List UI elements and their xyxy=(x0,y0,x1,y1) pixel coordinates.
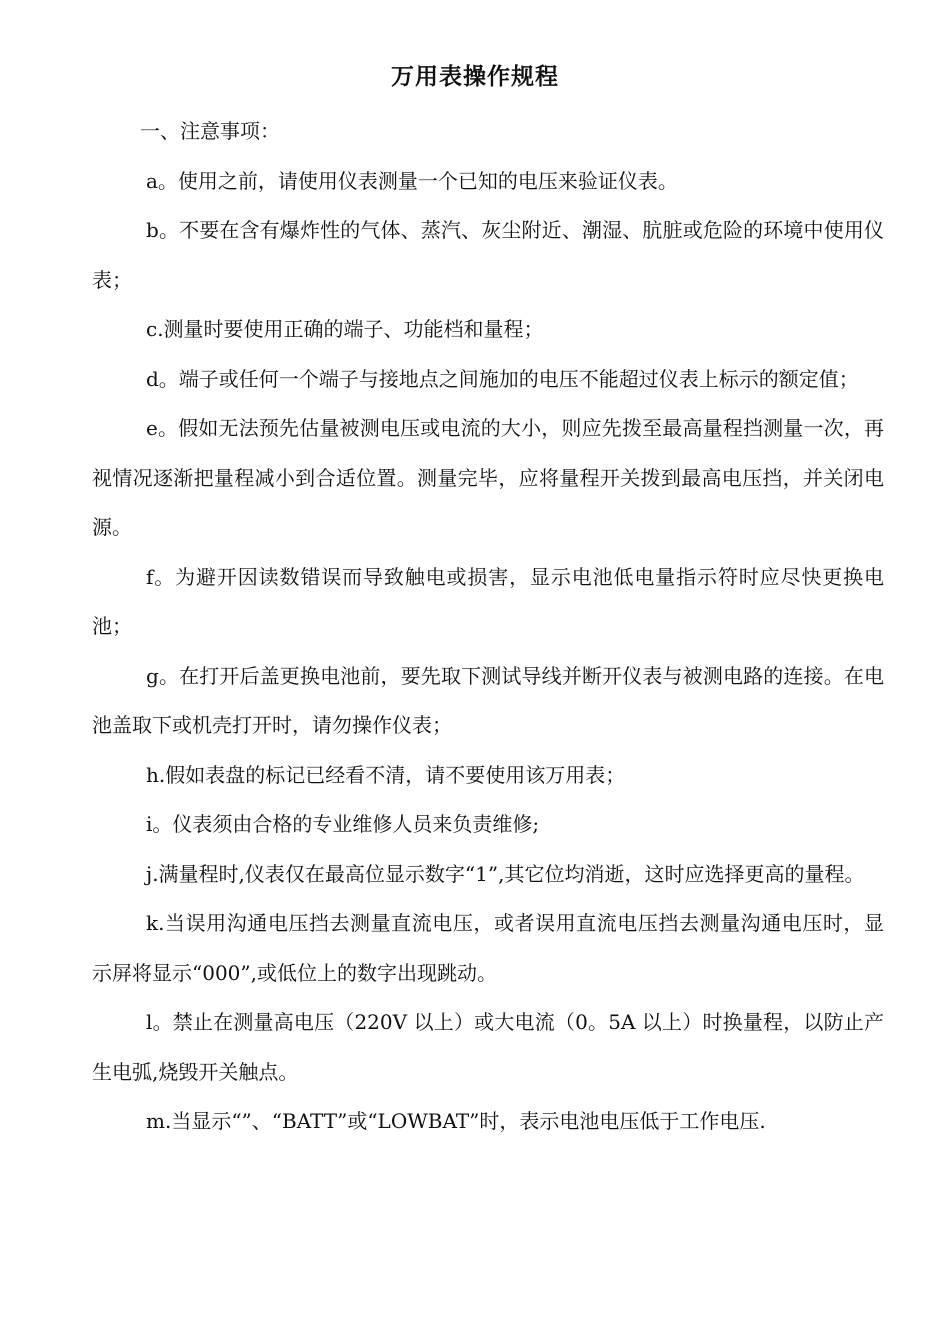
note-item-c: c.测量时要使用正确的端子、功能档和量程； xyxy=(146,317,544,341)
note-item-l: l。禁止在测量高电压（220V 以上）或大电流（0。5A 以上）时换量程，以防止产生电弧,烧毁开关触点。 xyxy=(92,1010,884,1084)
note-item-e: e。假如无法预先估量被测电压或电流的大小，则应先拨至最高量程挡测量一次，再视情况逐渐把量程减小到合适位置。测量完毕，应将量程开关拨到最高电压挡，并关闭电源。 xyxy=(92,416,884,539)
document-body xyxy=(92,107,884,1147)
note-item-b: b。不要在含有爆炸性的气体、蒸汽、灰尘附近、潮湿、肮脏或危险的环境中使用仪表； xyxy=(92,218,884,292)
note-item-f: f。为避开因读数错误而导致触电或损害，显示电池低电量指示符时应尽快更换电池； xyxy=(92,564,884,638)
note-item-m: m.当显示“”、“BATT”或“LOWBAT”时，表示电池电压低于工作电压. xyxy=(146,1109,766,1133)
note-item-d: d。端子或任何一个端子与接地点之间施加的电压不能超过仪表上标示的额定值； xyxy=(146,366,859,391)
note-item-a: a。使用之前，请使用仪表测量一个已知的电压来验证仪表。 xyxy=(146,168,678,193)
note-item-k: k.当误用沟通电压挡去测量直流电压，或者误用直流电压挡去测量沟通电压时，显示屏将显示“000”,或低位上的数字出现跳动。 xyxy=(92,911,884,985)
note-item-h: h.假如表盘的标记已经看不清，请不要使用该万用表； xyxy=(146,762,626,787)
document-title: 万用表操作规程 xyxy=(391,63,559,90)
note-item-i: i。仪表须由合格的专业维修人员来负责维修; xyxy=(146,812,540,836)
note-item-g: g。在打开后盖更换电池前，要先取下测试导线并断开仪表与被测电路的连接。在电池盖取下或机壳打开时，请勿操作仪表； xyxy=(92,663,884,737)
section-heading: 一、注意事项： xyxy=(140,119,280,143)
note-item-j: j.满量程时,仪表仅在最高位显示数字“1”,其它位均消逝，这时应选择更高的量程。 xyxy=(146,861,865,886)
